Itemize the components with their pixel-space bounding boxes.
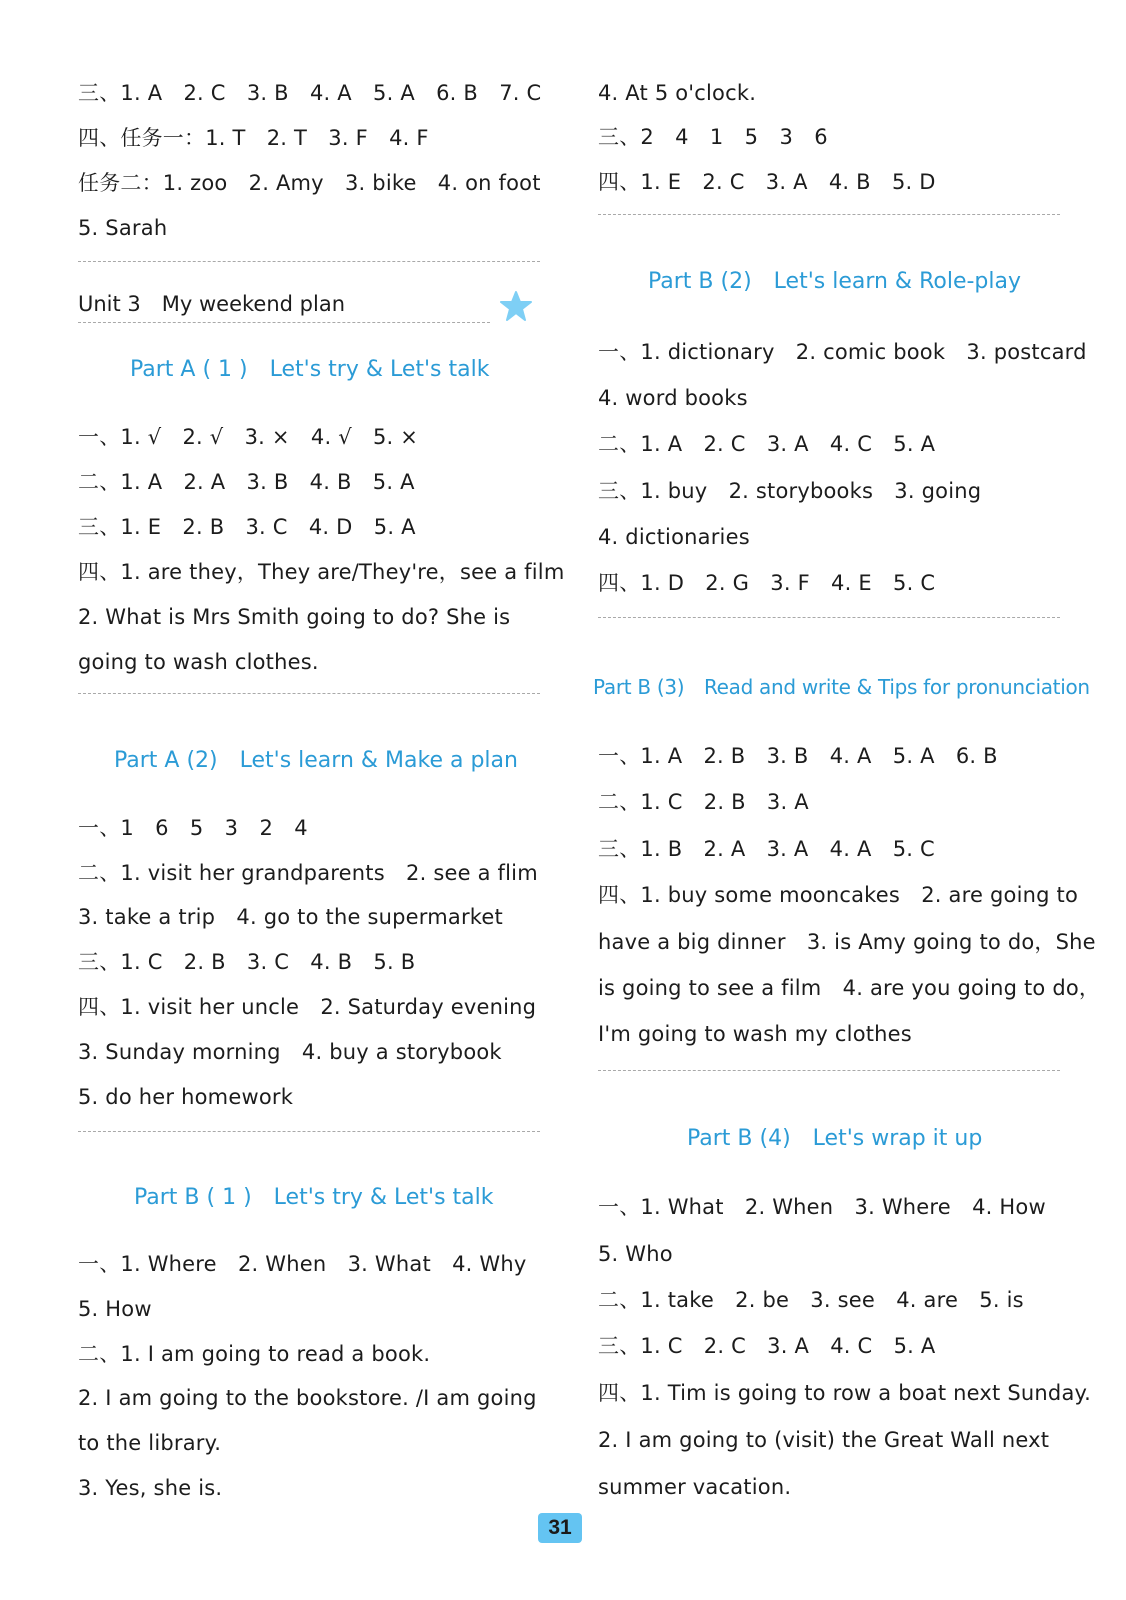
page-number: 31 <box>538 1513 582 1543</box>
section-title: Part B (3) Read and write & Tips for pronunciation <box>593 675 1090 699</box>
answer-line: 四、1. are they，They are/They're，see a film <box>78 560 565 584</box>
answer-line: 二、1. A 2. C 3. A 4. C 5. A <box>598 432 936 456</box>
divider <box>598 214 1060 215</box>
answer-line: 四、1. E 2. C 3. A 4. B 5. D <box>598 170 936 194</box>
divider <box>78 1131 540 1132</box>
answer-line: 3. take a trip 4. go to the supermarket <box>78 905 503 929</box>
answer-line: summer vacation. <box>598 1475 792 1499</box>
answer-line: 四、1. visit her uncle 2. Saturday evening <box>78 995 537 1019</box>
answer-line: 二、1. visit her grandparents 2. see a flim <box>78 861 538 885</box>
answer-line: is going to see a film 4. are you going to do， <box>598 976 1101 1000</box>
answer-line: 四、1. buy some mooncakes 2. are going to <box>598 883 1079 907</box>
answer-line: 2. I am going to (visit) the Great Wall next <box>598 1428 1050 1452</box>
answer-line: 5. do her homework <box>78 1085 294 1109</box>
answer-line: 三、1. B 2. A 3. A 4. A 5. C <box>598 837 935 861</box>
section-title: Part A (2) Let's learn & Make a plan <box>114 748 518 773</box>
answer-line: 三、1. C 2. C 3. A 4. C 5. A <box>598 1334 936 1358</box>
answer-line: 5. Who <box>598 1242 673 1266</box>
divider <box>598 617 1060 618</box>
answer-line: 2. What is Mrs Smith going to do? She is <box>78 605 511 629</box>
section-title: Part B (4) Let's wrap it up <box>687 1126 983 1151</box>
answer-line: 3. Sunday morning 4. buy a storybook <box>78 1040 502 1064</box>
answer-line: 4. dictionaries <box>598 525 750 549</box>
star-icon <box>500 290 532 322</box>
divider <box>78 261 540 262</box>
answer-line: 一、1. dictionary 2. comic book 3. postcard <box>598 340 1087 364</box>
answer-line: 三、1. C 2. B 3. C 4. B 5. B <box>78 950 416 974</box>
answer-line: I'm going to wash my clothes <box>598 1022 912 1046</box>
answer-line: to the library. <box>78 1431 222 1455</box>
answer-line: 三、1. A 2. C 3. B 4. A 5. A 6. B 7. C <box>78 81 542 105</box>
answer-line: 一、1. A 2. B 3. B 4. A 5. A 6. B <box>598 744 998 768</box>
answer-line: 5. Sarah <box>78 216 168 240</box>
answer-line: 三、1. E 2. B 3. C 4. D 5. A <box>78 515 416 539</box>
answer-line: 4. word books <box>598 386 748 410</box>
answer-line: 二、1. C 2. B 3. A <box>598 790 809 814</box>
answer-line: going to wash clothes. <box>78 650 319 674</box>
section-title: Part A ( 1 ) Let's try & Let's talk <box>130 357 490 382</box>
answer-line: 二、1. take 2. be 3. see 4. are 5. is <box>598 1288 1024 1312</box>
answer-line: 一、1. Where 2. When 3. What 4. Why <box>78 1252 527 1276</box>
answer-line: 四、任务一：1. T 2. T 3. F 4. F <box>78 126 429 150</box>
answer-line: 一、1. What 2. When 3. Where 4. How <box>598 1195 1046 1219</box>
answer-line: 一、1 6 5 3 2 4 <box>78 816 308 840</box>
answer-line: 三、1. buy 2. storybooks 3. going <box>598 479 982 503</box>
answer-line: 2. I am going to the bookstore. /I am going <box>78 1386 537 1410</box>
answer-line: have a big dinner 3. is Amy going to do，She <box>598 930 1096 954</box>
divider <box>78 693 540 694</box>
answer-line: 四、1. Tim is going to row a boat next Sunday. <box>598 1381 1092 1405</box>
answer-line: 二、1. I am going to read a book. <box>78 1342 431 1366</box>
answer-line: 5. How <box>78 1297 152 1321</box>
answer-line: 3. Yes, she is. <box>78 1476 223 1500</box>
answer-line: 三、2 4 1 5 3 6 <box>598 125 828 149</box>
section-title: Part B (2) Let's learn & Role-play <box>648 269 1022 294</box>
answer-line: 四、1. D 2. G 3. F 4. E 5. C <box>598 571 936 595</box>
answer-line: 一、1. √ 2. √ 3. × 4. √ 5. × <box>78 425 419 449</box>
answer-line: 任务二：1. zoo 2. Amy 3. bike 4. on foot <box>78 171 541 195</box>
section-title: Part B ( 1 ) Let's try & Let's talk <box>134 1185 494 1210</box>
unit-title: Unit 3 My weekend plan <box>78 292 346 316</box>
answer-line: 二、1. A 2. A 3. B 4. B 5. A <box>78 470 415 494</box>
answer-line: 4. At 5 o'clock. <box>598 81 757 105</box>
divider <box>598 1070 1060 1071</box>
divider <box>78 322 490 323</box>
